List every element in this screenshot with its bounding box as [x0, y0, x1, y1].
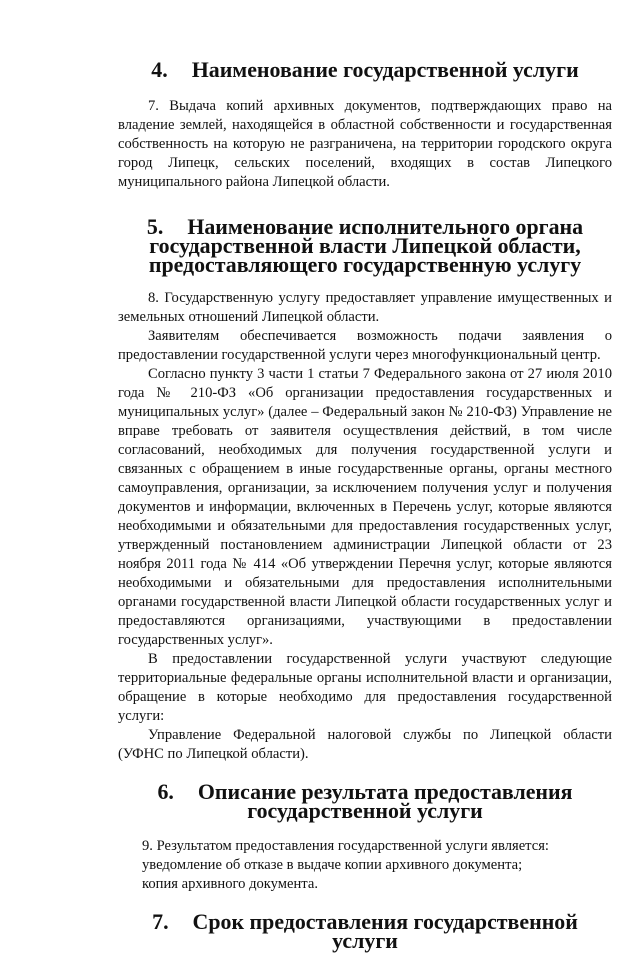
paragraph-7: 7. Выдача копий архивных документов, подтверждающих право на владение землей, находящейся в областной собственности и государственная собственность на которую не разграничена, на территории городского округа город Липецк, сельских поселений, входящих в состав Липецкого муниципального района Липецкой области.	[118, 98, 612, 190]
section-4-heading	[118, 57, 612, 82]
section-5-heading	[118, 214, 612, 277]
paragraph-9: 9. Результатом предоставления государственной услуги является:	[142, 838, 549, 854]
section-4-number: 4.	[151, 57, 168, 82]
paragraph-participants: В предоставлении государственной услуги участвуют следующие территориальные федеральные органы исполнительной власти и организации, обращение в которые необходимо для предоставления государственной услуги:	[118, 651, 612, 724]
section-6-number: 6.	[157, 779, 174, 804]
result-item-copy: копия архивного документа.	[142, 876, 318, 892]
paragraph-applicants: Заявителям обеспечивается возможность подачи заявления о предоставлении государственной услуги через многофункциональный центр.	[118, 328, 612, 363]
section-7-number: 7.	[152, 909, 169, 934]
section-6-title: Описание результата предоставления государственной услуги	[197, 779, 573, 823]
section-7-title: Срок предоставления государственной услуги	[192, 909, 578, 953]
section-6-heading	[118, 779, 612, 823]
section-7-heading	[118, 909, 612, 953]
section-4-title: Наименование государственной услуги	[191, 57, 579, 82]
paragraph-8: 8. Государственную услугу предоставляет управление имущественных и земельных отношений Липецкой области.	[118, 290, 612, 325]
paragraph-law: Согласно пункту 3 части 1 статьи 7 Федерального закона от 27 июля 2010 года № 210-ФЗ «Об организации предоставления государственных и муниципальных услуг» (далее – Федеральный закон № 210-ФЗ) Управление не вправе требовать от заявителя осуществления действий, в том числе согласований, необходимых для получения государственной услуги и связанных с обращением в иные государственные органы, органы местного самоуправления, организации, за исключением получения услуг и получения документов и информации, включенных в Перечень услуг, которые являются необходимыми и обязательными для предоставления государственных услуг, утвержденный постановлением администрации Липецкой области от 23 ноября 2011 года № 414 «Об утверждении Перечня услуг, которые являются необходимыми и обязательными для предоставления исполнительными органами государственной власти Липецкой области государственных услуг и предоставляются организациями, участвующими в предоставлении государственных услуг».	[118, 366, 612, 648]
section-5-number: 5.	[146, 214, 164, 239]
paragraph-ufns: Управление Федеральной налоговой службы по Липецкой области (УФНС по Липецкой области).	[118, 727, 612, 762]
section-5-title: Наименование исполнительного органа государственной власти Липецкой области, предоставляющего государственную услугу	[148, 214, 584, 277]
result-item-refusal: уведомление об отказе в выдаче копии архивного документа;	[142, 857, 523, 873]
